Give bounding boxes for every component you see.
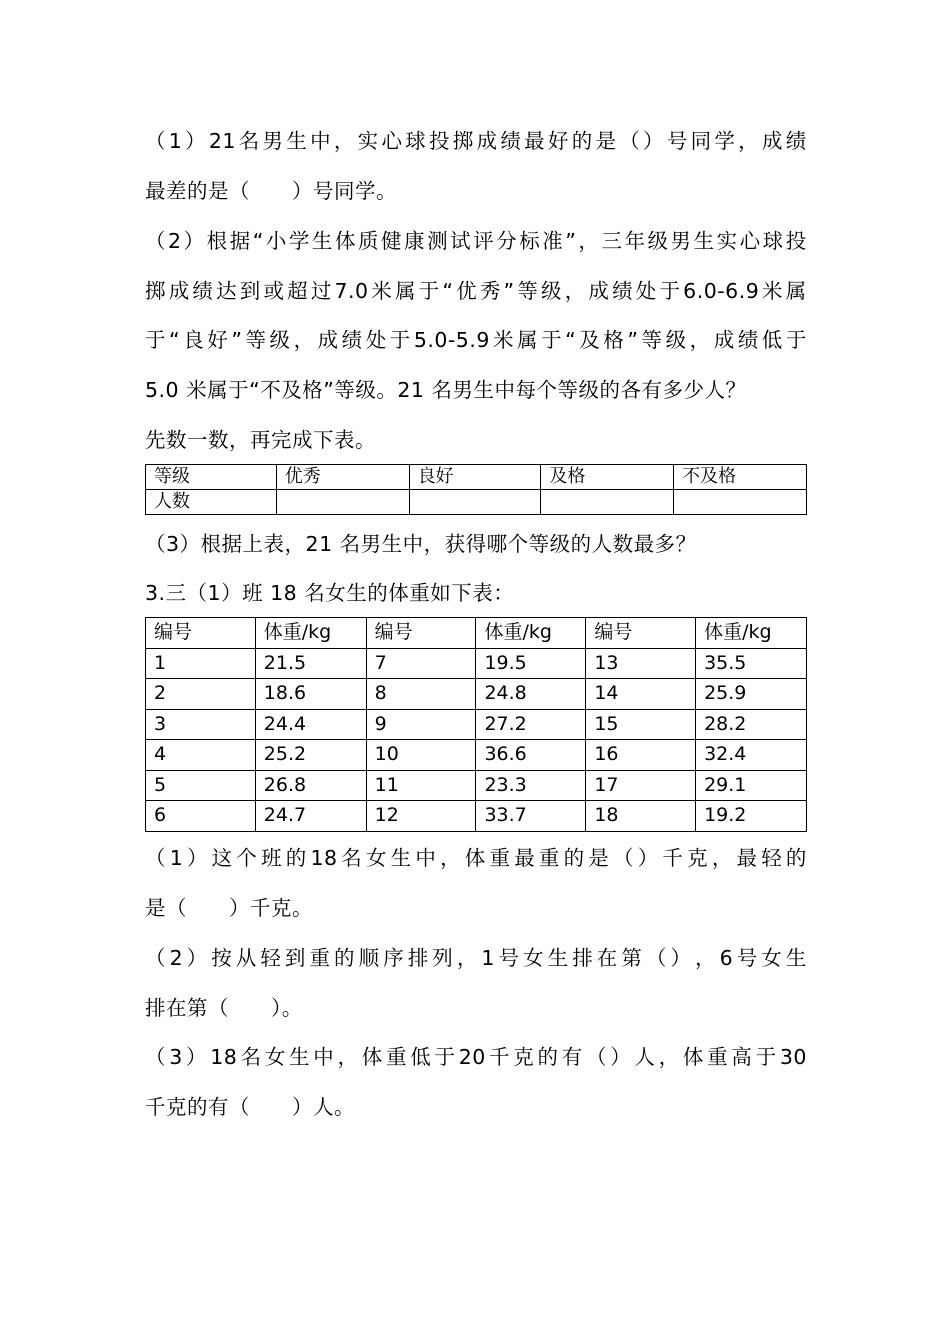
student-number-cell: 15 — [586, 709, 696, 740]
student-number-cell: 18 — [586, 801, 696, 832]
weight-cell: 18.6 — [255, 679, 366, 710]
weight-cell: 24.4 — [255, 709, 366, 740]
weight-cell: 27.2 — [476, 709, 586, 740]
weight-cell: 29.1 — [696, 770, 807, 801]
student-number-cell: 11 — [366, 770, 476, 801]
table-row — [146, 770, 807, 801]
grade-row-label: 人数 — [146, 490, 277, 515]
q2-part2-line5: 先数一数，再完成下表。 — [145, 428, 376, 452]
grade-header-cell: 等级 — [146, 465, 277, 490]
weight-cell: 23.3 — [476, 770, 586, 801]
weight-cell: 26.8 — [255, 770, 366, 801]
grade-table-count-row — [146, 490, 807, 515]
student-number-cell: 12 — [366, 801, 476, 832]
student-number-cell: 13 — [586, 648, 696, 679]
grade-header-cell: 优秀 — [276, 465, 409, 490]
student-number-cell: 3 — [146, 709, 256, 740]
grade-count-blank[interactable] — [541, 490, 674, 515]
weight-cell: 33.7 — [476, 801, 586, 832]
grade-header-cell: 不及格 — [674, 465, 807, 490]
q2-part2-line4: 5.0 米属于“不及格”等级。21 名男生中每个等级的各有多少人？ — [145, 378, 747, 402]
weight-header-cell: 编号 — [146, 618, 256, 649]
student-number-cell: 7 — [366, 648, 476, 679]
weight-cell: 35.5 — [696, 648, 807, 679]
student-number-cell: 14 — [586, 679, 696, 710]
weight-cell: 32.4 — [696, 740, 807, 771]
weight-table — [145, 617, 807, 832]
weight-cell: 21.5 — [255, 648, 366, 679]
student-number-cell: 1 — [146, 648, 256, 679]
weight-header-cell: 编号 — [586, 618, 696, 649]
weight-cell: 19.2 — [696, 801, 807, 832]
grade-header-cell: 及格 — [541, 465, 674, 490]
grade-count-blank[interactable] — [674, 490, 807, 515]
q3-part2-line1: （ 2 ） 按 从 轻 到 重 的 顺 序 排 列 ， 1 号 女 生 排 在 第 （ ） ， 6 号 女 生 — [145, 946, 807, 970]
student-number-cell: 8 — [366, 679, 476, 710]
weight-cell: 19.5 — [476, 648, 586, 679]
weight-cell: 28.2 — [696, 709, 807, 740]
weight-header-cell: 编号 — [366, 618, 476, 649]
q2-part2-line2: 掷 成 绩 达 到 或 超 过 7.0 米 属 于 “ 优 秀 ” 等 级 ， 成 绩 处 于 6.0-6.9 米 属 — [145, 279, 807, 303]
table-row — [146, 679, 807, 710]
grade-count-table — [145, 464, 807, 515]
table-row — [146, 709, 807, 740]
student-number-cell: 6 — [146, 801, 256, 832]
q2-part1-line2: 最差的是（ ）号同学。 — [145, 179, 397, 203]
grade-count-blank[interactable] — [409, 490, 541, 515]
table-row — [146, 801, 807, 832]
weight-cell: 25.9 — [696, 679, 807, 710]
q3-part3-line2: 千克的有（ ）人。 — [145, 1095, 355, 1119]
student-number-cell: 2 — [146, 679, 256, 710]
weight-header-cell: 体重/kg — [696, 618, 807, 649]
grade-table-header-row — [146, 465, 807, 490]
q3-part3-line1: （ 3 ） 18 名 女 生 中 ， 体 重 低 于 20 千 克 的 有 （ ） 人 ， 体 重 高 于 30 — [145, 1045, 807, 1069]
table-row — [146, 740, 807, 771]
q3-part1-line1: （ 1 ） 这 个 班 的 18 名 女 生 中 ， 体 重 最 重 的 是 （ ） 千 克 ， 最 轻 的 — [145, 846, 807, 870]
q2-part2-line3: 于 “ 良 好 ” 等 级 ， 成 绩 处 于 5.0-5.9 米 属 于 “ 及 格 ” 等 级 ， 成 绩 低 于 — [145, 328, 807, 352]
student-number-cell: 10 — [366, 740, 476, 771]
q2-part2-line1: （ 2 ） 根 据 “ 小 学 生 体 质 健 康 测 试 评 分 标 准 ” ， 三 年 级 男 生 实 心 球 投 — [145, 229, 807, 253]
q3-part2-line2: 排在第（ ）。 — [145, 996, 303, 1020]
weight-cell: 24.7 — [255, 801, 366, 832]
q3-part1-line2: 是（ ）千克。 — [145, 896, 313, 920]
student-number-cell: 9 — [366, 709, 476, 740]
student-number-cell: 5 — [146, 770, 256, 801]
weight-table-header-row — [146, 618, 807, 649]
weight-cell: 24.8 — [476, 679, 586, 710]
student-number-cell: 17 — [586, 770, 696, 801]
grade-header-cell: 良好 — [409, 465, 541, 490]
weight-header-cell: 体重/kg — [476, 618, 586, 649]
weight-cell: 25.2 — [255, 740, 366, 771]
weight-cell: 36.6 — [476, 740, 586, 771]
student-number-cell: 4 — [146, 740, 256, 771]
q2-part3: （3）根据上表，21 名男生中，获得哪个等级的人数最多？ — [145, 532, 697, 556]
student-number-cell: 16 — [586, 740, 696, 771]
table-row — [146, 648, 807, 679]
q3-intro: 3.三（1）班 18 名女生的体重如下表： — [145, 581, 515, 605]
q2-part1-line1: （ 1 ） 21 名 男 生 中 ， 实 心 球 投 掷 成 绩 最 好 的 是 （ ） 号 同 学 ， 成 绩 — [145, 129, 807, 153]
grade-count-blank[interactable] — [276, 490, 409, 515]
weight-header-cell: 体重/kg — [255, 618, 366, 649]
